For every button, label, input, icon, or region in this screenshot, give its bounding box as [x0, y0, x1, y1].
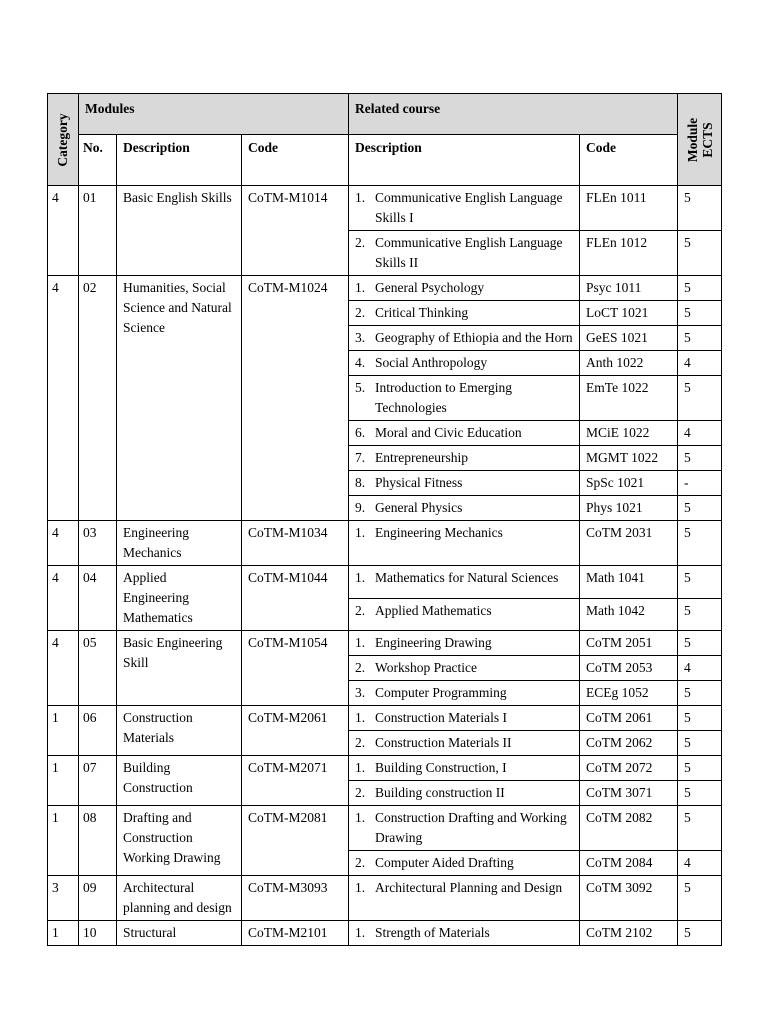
module-ects-header: Module ECTS [678, 94, 722, 186]
ects-cell: 5 [678, 521, 722, 566]
category-cell: 1 [48, 756, 79, 806]
course-title: Introduction to Emerging Technologies [375, 380, 513, 415]
ects-cell: - [678, 471, 722, 496]
course-title: Physical Fitness [375, 475, 463, 490]
course-description-cell [349, 876, 580, 921]
category-cell: 1 [48, 806, 79, 876]
category-cell: 3 [48, 876, 79, 921]
ects-cell: 5 [678, 376, 722, 421]
course-description-cell [349, 326, 580, 351]
course-title: Applied Mathematics [375, 602, 492, 618]
course-number: 1. [355, 570, 366, 585]
module-code-cell: CoTM-M1014 [242, 186, 349, 276]
course-title: Geography of Ethiopia and the Horn [375, 330, 573, 345]
module-description-cell: Building Construction [117, 756, 242, 806]
course-description-cell [349, 806, 580, 851]
course-code-cell: MCiE 1022 [580, 421, 678, 446]
ects-cell: 4 [678, 656, 722, 681]
modules-header: Modules [79, 94, 349, 135]
course-code-cell: CoTM 2062 [580, 731, 678, 756]
course-code-cell: GeES 1021 [580, 326, 678, 351]
course-number: 1. [355, 810, 366, 825]
course-title: Construction Materials I [375, 710, 508, 725]
module-code-cell: CoTM-M1054 [242, 631, 349, 706]
ects-cell: 5 [678, 781, 722, 806]
course-code-cell: MGMT 1022 [580, 446, 678, 471]
ects-cell: 5 [678, 681, 722, 706]
course-description-cell [349, 706, 580, 731]
table-row [48, 706, 722, 731]
course-code-cell: CoTM 2084 [580, 851, 678, 876]
related-course-header: Related course [349, 94, 678, 135]
ects-cell: 5 [678, 756, 722, 781]
course-code-cell: CoTM 3071 [580, 781, 678, 806]
course-title: Communicative English Language Skills I [375, 190, 563, 225]
course-description-cell [349, 231, 580, 276]
ects-cell: 5 [678, 496, 722, 521]
category-cell: 1 [48, 706, 79, 756]
course-number: 6. [355, 425, 366, 440]
table-row [48, 921, 722, 946]
course-code-cell: Math 1041 [580, 566, 678, 599]
course-title: Building Construction, I [375, 760, 507, 775]
ects-cell: 5 [678, 806, 722, 851]
module-no-cell: 04 [79, 566, 117, 631]
course-title: Moral and Civic Education [375, 425, 522, 440]
module-no-cell: 07 [79, 756, 117, 806]
course-description-cell [349, 446, 580, 471]
course-number: 3. [355, 685, 366, 700]
module-description-cell: Basic English Skills [117, 186, 242, 276]
course-number: 1. [355, 190, 366, 205]
course-title: General Psychology [375, 280, 485, 295]
course-code-cell: CoTM 2102 [580, 921, 678, 946]
course-number: 1. [355, 925, 366, 940]
category-cell: 4 [48, 521, 79, 566]
course-code-cell: EmTe 1022 [580, 376, 678, 421]
course-description-cell [349, 851, 580, 876]
course-number: 4. [355, 355, 366, 370]
course-description-cell [349, 631, 580, 656]
module-no-cell: 06 [79, 706, 117, 756]
course-title: Strength of Materials [375, 925, 490, 940]
module-description-cell: Basic Engineering Skill [117, 631, 242, 706]
course-title: Mathematics for Natural Sciences [375, 570, 559, 585]
course-description-cell [349, 756, 580, 781]
ects-cell: 4 [678, 851, 722, 876]
category-cell: 4 [48, 566, 79, 631]
course-number: 2. [355, 602, 366, 618]
course-title: Computer Aided Drafting [375, 855, 514, 870]
module-no-cell: 05 [79, 631, 117, 706]
course-number: 1. [355, 710, 366, 725]
module-no-cell: 08 [79, 806, 117, 876]
course-title: Social Anthropology [375, 355, 488, 370]
module-description-cell: Structural [117, 921, 242, 946]
module-code-cell: CoTM-M1024 [242, 276, 349, 521]
course-description-cell [349, 921, 580, 946]
module-no-cell: 02 [79, 276, 117, 521]
course-number: 1. [355, 280, 366, 295]
ects-cell: 5 [678, 446, 722, 471]
module-code-cell: CoTM-M1034 [242, 521, 349, 566]
course-number: 2. [355, 735, 366, 750]
curriculum-table [47, 93, 722, 946]
course-code-cell: Anth 1022 [580, 351, 678, 376]
course-code-cell: SpSc 1021 [580, 471, 678, 496]
module-code-cell: CoTM-M2101 [242, 921, 349, 946]
course-description-cell [349, 781, 580, 806]
course-code-cell: CoTM 2051 [580, 631, 678, 656]
course-number: 2. [355, 235, 366, 250]
course-code-cell: CoTM 3092 [580, 876, 678, 921]
course-description-cell [349, 731, 580, 756]
module-description-cell: Construction Materials [117, 706, 242, 756]
course-description-cell [349, 351, 580, 376]
ects-cell: 4 [678, 421, 722, 446]
course-number: 9. [355, 500, 366, 515]
ects-cell: 5 [678, 921, 722, 946]
ects-cell: 5 [678, 706, 722, 731]
course-number: 2. [355, 660, 366, 675]
course-description-cell [349, 521, 580, 566]
module-code-cell: CoTM-M2081 [242, 806, 349, 876]
course-code-cell: FLEn 1012 [580, 231, 678, 276]
description-header: Description [117, 135, 242, 186]
course-description-cell [349, 566, 580, 599]
no-header: No. [79, 135, 117, 186]
course-description-cell [349, 376, 580, 421]
course-title: Computer Programming [375, 685, 507, 700]
course-number: 8. [355, 475, 366, 490]
course-title: Critical Thinking [375, 305, 469, 320]
course-number: 1. [355, 880, 366, 895]
course-number: 1. [355, 525, 366, 540]
course-code-cell: Math 1042 [580, 598, 678, 631]
module-no-cell: 03 [79, 521, 117, 566]
module-no-cell: 09 [79, 876, 117, 921]
table-row [48, 276, 722, 301]
course-title: General Physics [375, 500, 463, 515]
course-code-cell: CoTM 2072 [580, 756, 678, 781]
ects-cell: 5 [678, 186, 722, 231]
course-number: 5. [355, 380, 366, 395]
course-number: 7. [355, 450, 366, 465]
ects-cell: 5 [678, 231, 722, 276]
course-description-cell [349, 421, 580, 446]
table-row [48, 756, 722, 781]
course-number: 1. [355, 760, 366, 775]
module-description-cell: Engineering Mechanics [117, 521, 242, 566]
category-cell: 4 [48, 186, 79, 276]
ects-cell: 5 [678, 731, 722, 756]
course-number: 2. [355, 855, 366, 870]
ects-cell: 5 [678, 876, 722, 921]
module-code-cell: CoTM-M2061 [242, 706, 349, 756]
ects-cell: 5 [678, 326, 722, 351]
table-row [48, 806, 722, 851]
course-code-header: Code [580, 135, 678, 186]
module-code-cell: CoTM-M3093 [242, 876, 349, 921]
code-header: Code [242, 135, 349, 186]
course-number: 2. [355, 785, 366, 800]
ects-cell: 5 [678, 276, 722, 301]
course-title: Engineering Drawing [375, 635, 492, 650]
course-code-cell: CoTM 2031 [580, 521, 678, 566]
course-description-cell [349, 186, 580, 231]
course-code-cell: CoTM 2053 [580, 656, 678, 681]
course-title: Entrepreneurship [375, 450, 468, 465]
course-description-cell [349, 598, 580, 631]
course-code-cell: CoTM 2061 [580, 706, 678, 731]
course-description-cell [349, 681, 580, 706]
course-description-cell [349, 656, 580, 681]
category-cell: 4 [48, 631, 79, 706]
course-title: Workshop Practice [375, 660, 478, 675]
course-number: 2. [355, 305, 366, 320]
ects-cell: 5 [678, 566, 722, 599]
category-cell: 1 [48, 921, 79, 946]
course-title: Engineering Mechanics [375, 525, 503, 540]
table-row [48, 186, 722, 231]
module-code-cell: CoTM-M2071 [242, 756, 349, 806]
course-code-cell: Psyc 1011 [580, 276, 678, 301]
course-description-cell [349, 471, 580, 496]
course-number: 1. [355, 635, 366, 650]
module-description-cell: Drafting and Construction Working Drawing [117, 806, 242, 876]
table-row [48, 876, 722, 921]
course-code-cell: LoCT 1021 [580, 301, 678, 326]
ects-cell: 5 [678, 301, 722, 326]
module-no-cell: 10 [79, 921, 117, 946]
ects-cell: 5 [678, 598, 722, 631]
course-number: 3. [355, 330, 366, 345]
course-description-cell [349, 496, 580, 521]
category-header: Category [48, 94, 79, 186]
table-row [48, 521, 722, 566]
module-description-cell: Humanities, Social Science and Natural Science [117, 276, 242, 521]
table-row [48, 631, 722, 656]
course-description-header: Description [349, 135, 580, 186]
course-description-cell [349, 276, 580, 301]
course-title: Architectural Planning and Design [375, 880, 563, 895]
course-title: Construction Drafting and Working Drawing [375, 810, 567, 845]
ects-cell: 5 [678, 631, 722, 656]
course-code-cell: Phys 1021 [580, 496, 678, 521]
course-title: Communicative English Language Skills II [375, 235, 563, 270]
ects-cell: 4 [678, 351, 722, 376]
course-code-cell: ECEg 1052 [580, 681, 678, 706]
table-body [48, 186, 722, 946]
course-code-cell: CoTM 2082 [580, 806, 678, 851]
module-code-cell: CoTM-M1044 [242, 566, 349, 631]
table-row [48, 566, 722, 599]
category-cell: 4 [48, 276, 79, 521]
course-description-cell [349, 301, 580, 326]
module-no-cell: 01 [79, 186, 117, 276]
course-code-cell: FLEn 1011 [580, 186, 678, 231]
course-title: Construction Materials II [375, 735, 512, 750]
module-description-cell: Architectural planning and design [117, 876, 242, 921]
module-description-cell: Applied Engineering Mathematics [117, 566, 242, 631]
course-title: Building construction II [375, 785, 505, 800]
